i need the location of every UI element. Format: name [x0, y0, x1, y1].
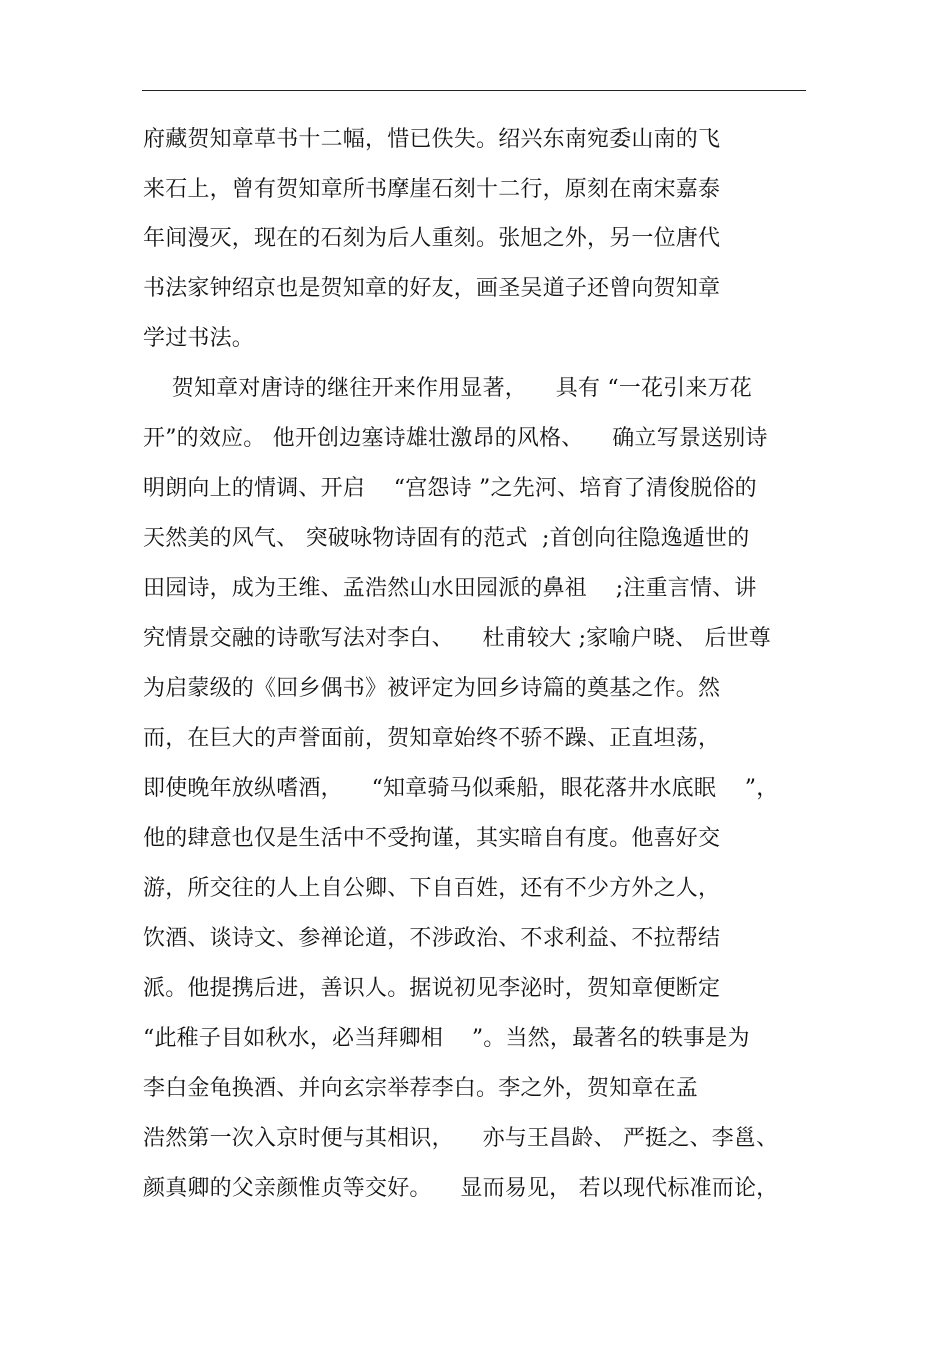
- text-line: 颜真卿的父亲颜惟贞等交好。 显而易见， 若以现代标准而论，: [143, 1176, 779, 1201]
- text-line: 开”的效应。 他开创边塞诗雄壮激昂的风格、 确立写景送别诗: [143, 426, 768, 451]
- text-line: 派。他提携后进，善识人。据说初见李泌时，贺知章便断定: [143, 976, 721, 1001]
- text-line: 浩然第一次入京时便与其相识， 亦与王昌龄、 严挺之、李邕、: [143, 1126, 779, 1151]
- text-line: 李白金龟换酒、并向玄宗举荐李白。李之外，贺知章在孟: [143, 1076, 699, 1101]
- text-line: “此稚子目如秋水，必当拜卿相 ”。当然，最著名的轶事是为: [143, 1026, 750, 1051]
- text-line: 来石上，曾有贺知章所书摩崖石刻十二行，原刻在南宋嘉泰: [143, 177, 721, 202]
- text-line: 为启蒙级的《回乡偶书》被评定为回乡诗篇的奠基之作。然: [143, 676, 721, 701]
- text-line: 而，在巨大的声誉面前，贺知章始终不骄不躁、正直坦荡，: [143, 726, 721, 751]
- text-line: 饮酒、谈诗文、参禅论道，不涉政治、不求利益、不拉帮结: [143, 926, 721, 951]
- text-line: 究情景交融的诗歌写法对李白、 杜甫较大 ;家喻户晓、 后世尊: [143, 626, 771, 651]
- text-line: 天然美的风气、 突破咏物诗固有的范式 ;首创向往隐逸遁世的: [143, 526, 750, 551]
- text-line: 贺知章对唐诗的继往开来作用显著， 具有 “一花引来万花: [143, 376, 752, 401]
- text-line: 明朗向上的情调、开启 “宫怨诗 ”之先河、培育了清俊脱俗的: [143, 476, 757, 501]
- text-line: 田园诗，成为王维、孟浩然山水田园派的鼻祖 ;注重言情、讲: [143, 576, 757, 601]
- text-line: 书法家钟绍京也是贺知章的好友，画圣吴道子还曾向贺知章: [143, 276, 721, 301]
- text-line: 游，所交往的人上自公卿、下自百姓，还有不少方外之人，: [143, 876, 721, 901]
- text-line: 即使晚年放纵嗜酒， “知章骑马似乘船，眼花落井水底眠 ”，: [143, 776, 779, 801]
- text-line: 府藏贺知章草书十二幅，惜已佚失。绍兴东南宛委山南的飞: [143, 127, 721, 152]
- text-line: 学过书法。: [143, 326, 255, 351]
- text-line: 年间漫灭，现在的石刻为后人重刻。张旭之外，另一位唐代: [143, 226, 721, 251]
- header-rule: [142, 90, 806, 91]
- text-line: 他的肆意也仅是生活中不受拘谨，其实暗自有度。他喜好交: [143, 826, 721, 851]
